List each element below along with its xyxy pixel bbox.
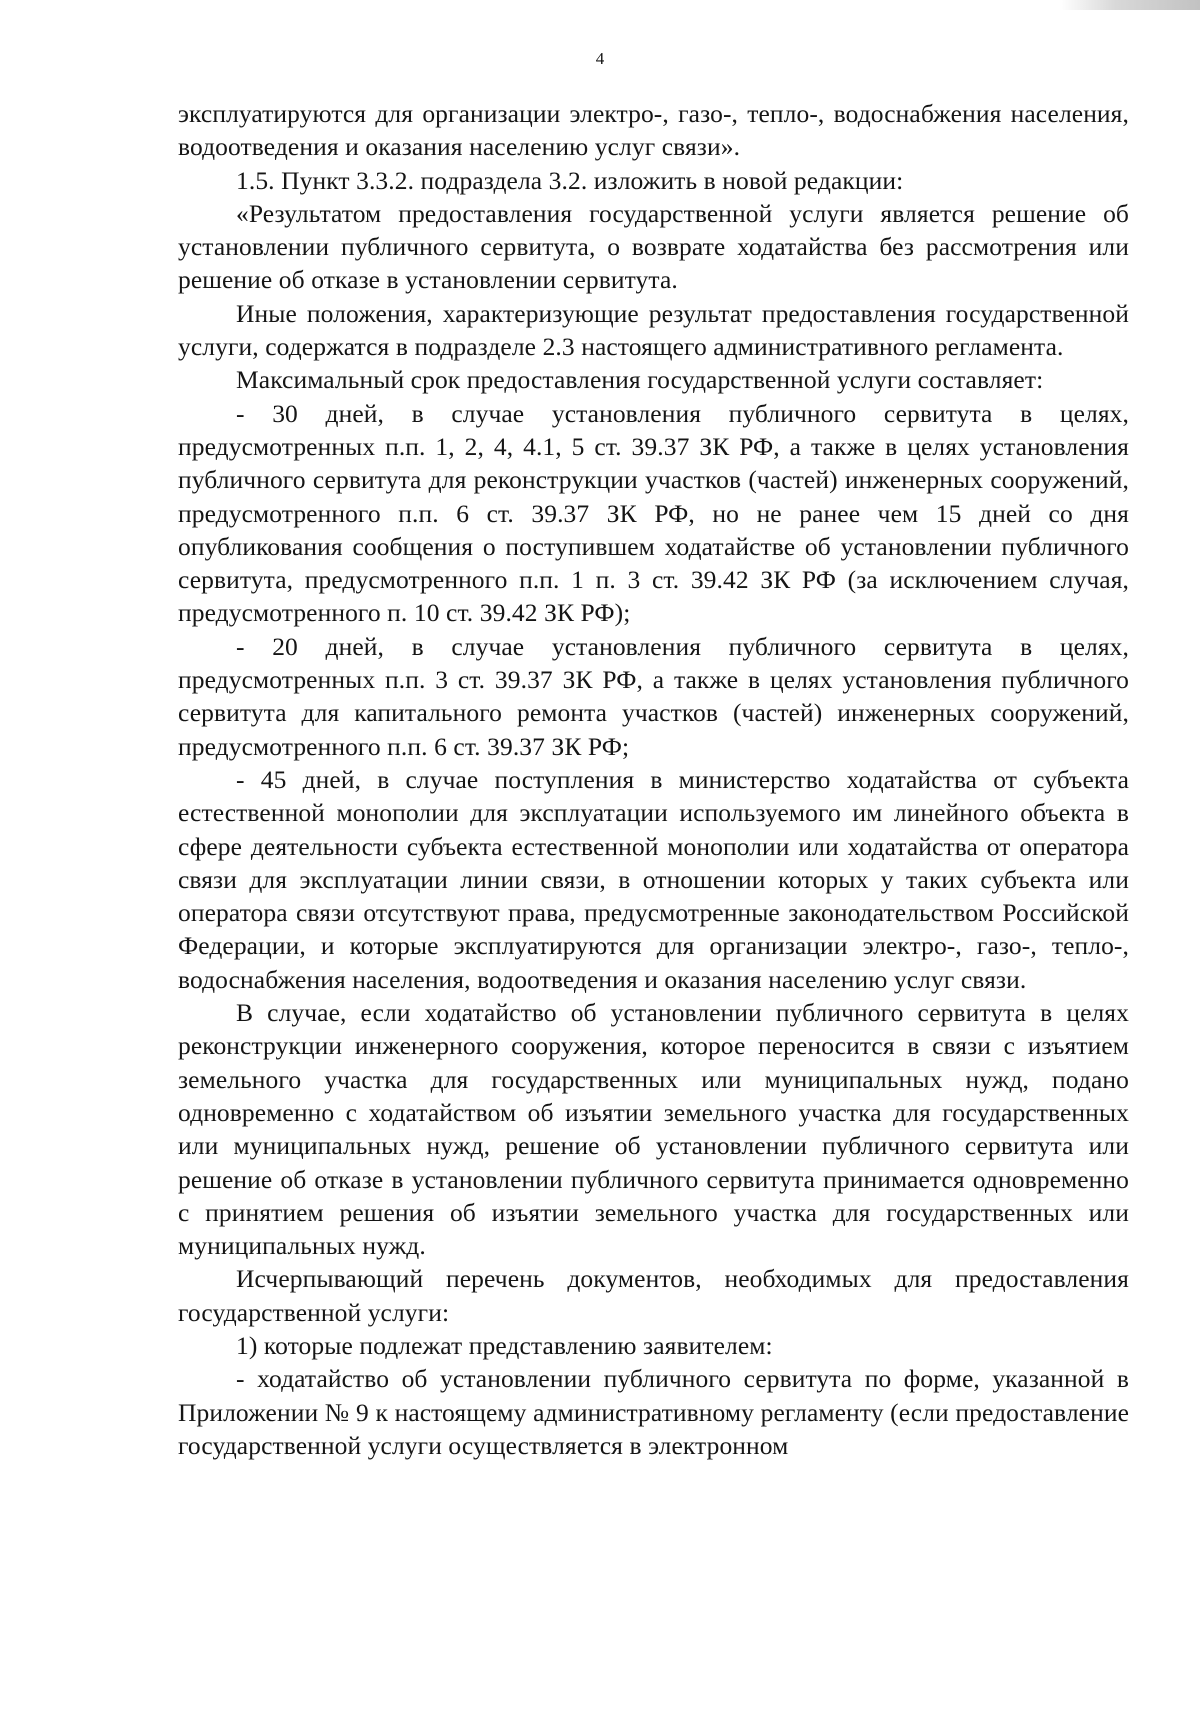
list-item-20-days: - 20 дней, в случае установления публичного сервитута в целях, предусмотренных п.п. 3 ст. 39.37 ЗК РФ, а также в целях установления публичного сервитута для капитального ремонта участков (частей) инженерных сооружений, предусмотренного п.п. 6 ст. 39.37 ЗК РФ; [178,631,1129,761]
paragraph-continuation: эксплуатируются для организации электро-, газо-, тепло-, водоснабжения населения, водоотведения и оказания населению услуг связи». [178,99,1129,162]
page-number: 4 [595,49,605,68]
paragraph-reconstruction-case: В случае, если ходатайство об установлении публичного сервитута в целях реконструкции инженерного сооружения, которое переносится в связи с изъятием земельного участка для государственных или муниципальных нужд, подано одновременно с ходатайством об изъятии земельного участка для государственных или муниципальных нужд, решение об установлении публичного сервитута или решение об отказе в установлении публичного сервитута принимается одновременно с принятием решения об изъятии земельного участка для государственных или муниципальных нужд. [178,998,1129,1261]
paragraph-item-1-5: 1.5. Пункт 3.3.2. подраздела 3.2. изложить в новой редакции: [236,165,904,195]
paragraph-max-term: Максимальный срок предоставления государственной услуги составляет: [236,365,1044,395]
list-item-applicant-documents: 1) которые подлежат представлению заявителем: [236,1330,773,1360]
paragraph-documents-list: Исчерпывающий перечень документов, необходимых для предоставления государственной услуги: [178,1264,1129,1327]
paragraph-other-provisions: Иные положения, характеризующие результат предоставления государственной услуги, содержатся в подразделе 2.3 настоящего административного регламента. [178,298,1129,362]
list-item-45-days: - 45 дней, в случае поступления в министерство ходатайства от субъекта естественной монополии для эксплуатации используемого им линейного объекта в сфере деятельности субъекта естественной монополии или ходатайства от оператора связи для эксплуатации линии связи, в отношении которых у таких субъекта или оператора связи отсутствуют права, предусмотренные законодательством Российской Федерации, и которые эксплуатируются для организации электро-, газо-, тепло-, водоснабжения населения, водоотведения и оказания населению услуг связи. [178,764,1129,994]
paragraph-result: «Результатом предоставления государственной услуги является решение об установлении публичного сервитута, о возврате ходатайства без рассмотрения или решение об отказе в установлении сервитута. [178,198,1129,295]
list-item-30-days: - 30 дней, в случае установления публичного сервитута в целях, предусмотренных п.п. 1, 2, 4, 4.1, 5 ст. 39.37 ЗК РФ, а также в целях установления публичного сервитута для реконструкции участков (частей) инженерных сооружений, предусмотренного п.п. 6 ст. 39.37 ЗК РФ, но не ранее чем 15 дней со дня опубликования сообщения о поступившем ходатайстве об установлении публичного сервитута, предусмотренного п.п. 1 п. 3 ст. 39.42 ЗК РФ (за исключением случая, предусмотренного п. 10 ст. 39.42 ЗК РФ); [178,398,1129,628]
document-body [178,97,1129,1462]
scan-edge-artifact [1060,0,1200,10]
list-item-petition-form: - ходатайство об установлении публичного сервитута по форме, указанной в Приложении № 9 к настоящему административному регламенту (если предоставление государственной услуги осуществляется в электронном [178,1364,1129,1460]
